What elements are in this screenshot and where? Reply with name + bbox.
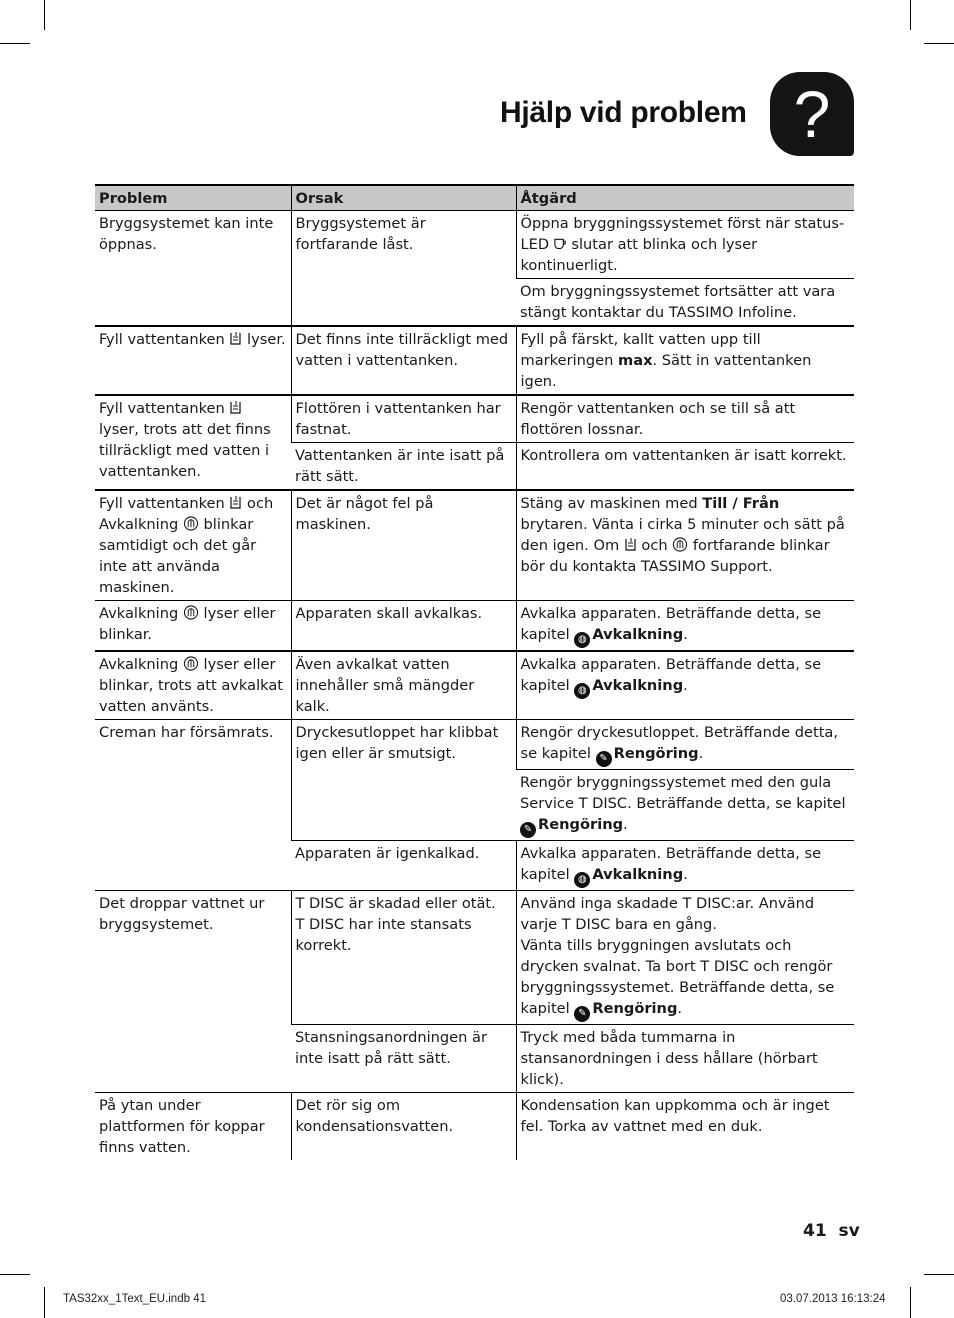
language-code: sv	[838, 1221, 860, 1241]
page-number: 41 sv	[803, 1221, 860, 1241]
table-row	[95, 601, 854, 652]
header-problem: Problem	[95, 185, 291, 211]
fix-cell: Kondensation kan uppkomma och är inget fel. Torka av vattnet med en duk.	[516, 1093, 854, 1161]
fix-cell: Öppna bryggningssystemet först när status-LED slutar att blinka och lyser kontinuerligt.	[516, 211, 854, 279]
table-row	[95, 891, 854, 1025]
header-cause: Orsak	[291, 185, 516, 211]
cause-cell: T DISC är skadad eller otät. T DISC har inte stansats korrekt.	[291, 891, 516, 1025]
table-row	[95, 490, 854, 601]
water-tank-icon	[229, 400, 242, 415]
header-fix: Åtgärd	[516, 185, 854, 211]
cause-cell: Flottören i vattentanken har fastnat.	[291, 395, 516, 443]
problem-cell: Bryggsystemet kan inte öppnas.	[99, 215, 274, 253]
cleaning-chapter-icon: ✎	[520, 822, 536, 838]
crop-mark	[924, 43, 954, 44]
water-tank-icon	[624, 537, 637, 552]
crop-mark	[910, 1287, 911, 1318]
cause-cell: Det finns inte tillräckligt med vatten i vattentanken.	[291, 326, 516, 395]
problem-cell: Avkalkning lyser eller blinkar.	[95, 601, 291, 652]
descale-chapter-icon: ◍	[574, 872, 590, 888]
cause-cell: Apparaten skall avkalkas.	[291, 601, 516, 652]
crop-mark	[910, 0, 911, 30]
crop-mark	[0, 43, 30, 44]
cause-cell: Apparaten är igenkalkad.	[291, 841, 516, 891]
fix-cell: Om bryggningssystemet fortsätter att vara stängt kontaktar du TASSIMO Infoline.	[516, 279, 854, 327]
problem-cell: Det droppar vattnet ur bryggsystemet.	[95, 891, 291, 1093]
problem-cell: Creman har försämrats.	[95, 720, 291, 891]
cause-cell: Det är något fel på maskinen.	[291, 490, 516, 601]
footer-file-info: TAS32xx_1Text_EU.indb 41	[63, 1293, 206, 1305]
problem-cell: Fyll vattentanken och Avkalkning blinkar samtidigt och det går inte att använda maskinen.	[95, 490, 291, 601]
descale-chapter-icon: ◍	[574, 683, 590, 699]
cause-cell: Det rör sig om kondensationsvatten.	[291, 1093, 516, 1161]
table-row	[95, 326, 854, 395]
cleaning-chapter-icon: ✎	[596, 751, 612, 767]
table-row	[95, 395, 854, 443]
crop-mark	[44, 0, 45, 30]
cause-cell: Vattentanken är inte isatt på rätt sätt.	[291, 443, 516, 491]
descale-icon	[672, 537, 688, 552]
cause-cell: Stansningsanordningen är inte isatt på rätt sätt.	[291, 1025, 516, 1093]
table-row	[95, 211, 854, 279]
descale-icon	[183, 605, 199, 620]
fix-cell: Tryck med båda tummarna in stansanordningen i dess hållare (hörbart klick).	[516, 1025, 854, 1093]
table-row	[95, 720, 854, 770]
table-row	[95, 1093, 854, 1161]
descale-icon	[183, 516, 199, 531]
crop-mark	[924, 1274, 954, 1275]
descale-chapter-icon: ◍	[574, 632, 590, 648]
fix-cell: Avkalka apparaten. Beträffande detta, se kapitel ◍ Avkalkning.	[516, 601, 854, 652]
cause-cell: Dryckesutloppet har klibbat igen eller är smutsigt.	[291, 720, 516, 841]
problem-cell: Avkalkning lyser eller blinkar, trots att avkalkat vatten använts.	[95, 651, 291, 720]
troubleshooting-table	[95, 184, 854, 1160]
fix-cell: Använd inga skadade T DISC:ar. Använd varje T DISC bara en gång. Vänta tills bryggningen avslutats och drycken svalnat. Ta bort T DISC och rengör bryggningssystemet. Beträffande detta, se kapitel ✎ Rengöring.	[516, 891, 854, 1025]
question-mark-icon: ?	[770, 72, 854, 156]
fix-cell: Rengör bryggningssystemet med den gula Service T DISC. Beträffande detta, se kapitel ✎ Rengöring.	[516, 770, 854, 841]
problem-cell: På ytan under plattformen för koppar finns vatten.	[95, 1093, 291, 1161]
fix-cell: Avkalka apparaten. Beträffande detta, se kapitel ◍ Avkalkning.	[516, 841, 854, 891]
cup-led-icon	[554, 236, 567, 251]
water-tank-icon	[229, 495, 242, 510]
cleaning-chapter-icon: ✎	[574, 1006, 590, 1022]
fix-cell: Rengör dryckesutloppet. Beträffande detta, se kapitel ✎ Rengöring.	[516, 720, 854, 770]
footer-timestamp: 03.07.2013 16:13:24	[780, 1293, 886, 1305]
fix-cell: Stäng av maskinen med Till / Från brytaren. Vänta i cirka 5 minuter och sätt på den igen. Om och fortfarande blinkar bör du kontakta TASSIMO Support.	[516, 490, 854, 601]
water-tank-icon	[229, 331, 242, 346]
problem-cell: Fyll vattentanken lyser, trots att det finns tillräckligt med vatten i vattentanken.	[95, 395, 291, 490]
page-title: Hjälp vid problem	[500, 96, 747, 129]
table-row	[95, 651, 854, 720]
fix-cell: Fyll på färskt, kallt vatten upp till markeringen max. Sätt in vattentanken igen.	[516, 326, 854, 395]
crop-mark	[44, 1287, 45, 1318]
cause-cell: Även avkalkat vatten innehåller små mängder kalk.	[291, 651, 516, 720]
fix-cell: Rengör vattentanken och se till så att flottören lossnar.	[516, 395, 854, 443]
cause-cell: Bryggsystemet är fortfarande låst.	[291, 211, 516, 327]
fix-cell: Kontrollera om vattentanken är isatt korrekt.	[516, 443, 854, 491]
table-header-row	[95, 185, 854, 211]
crop-mark	[0, 1274, 30, 1275]
descale-icon	[183, 656, 199, 671]
problem-cell: Fyll vattentanken lyser.	[95, 326, 291, 395]
fix-cell: Avkalka apparaten. Beträffande detta, se kapitel ◍ Avkalkning.	[516, 651, 854, 720]
